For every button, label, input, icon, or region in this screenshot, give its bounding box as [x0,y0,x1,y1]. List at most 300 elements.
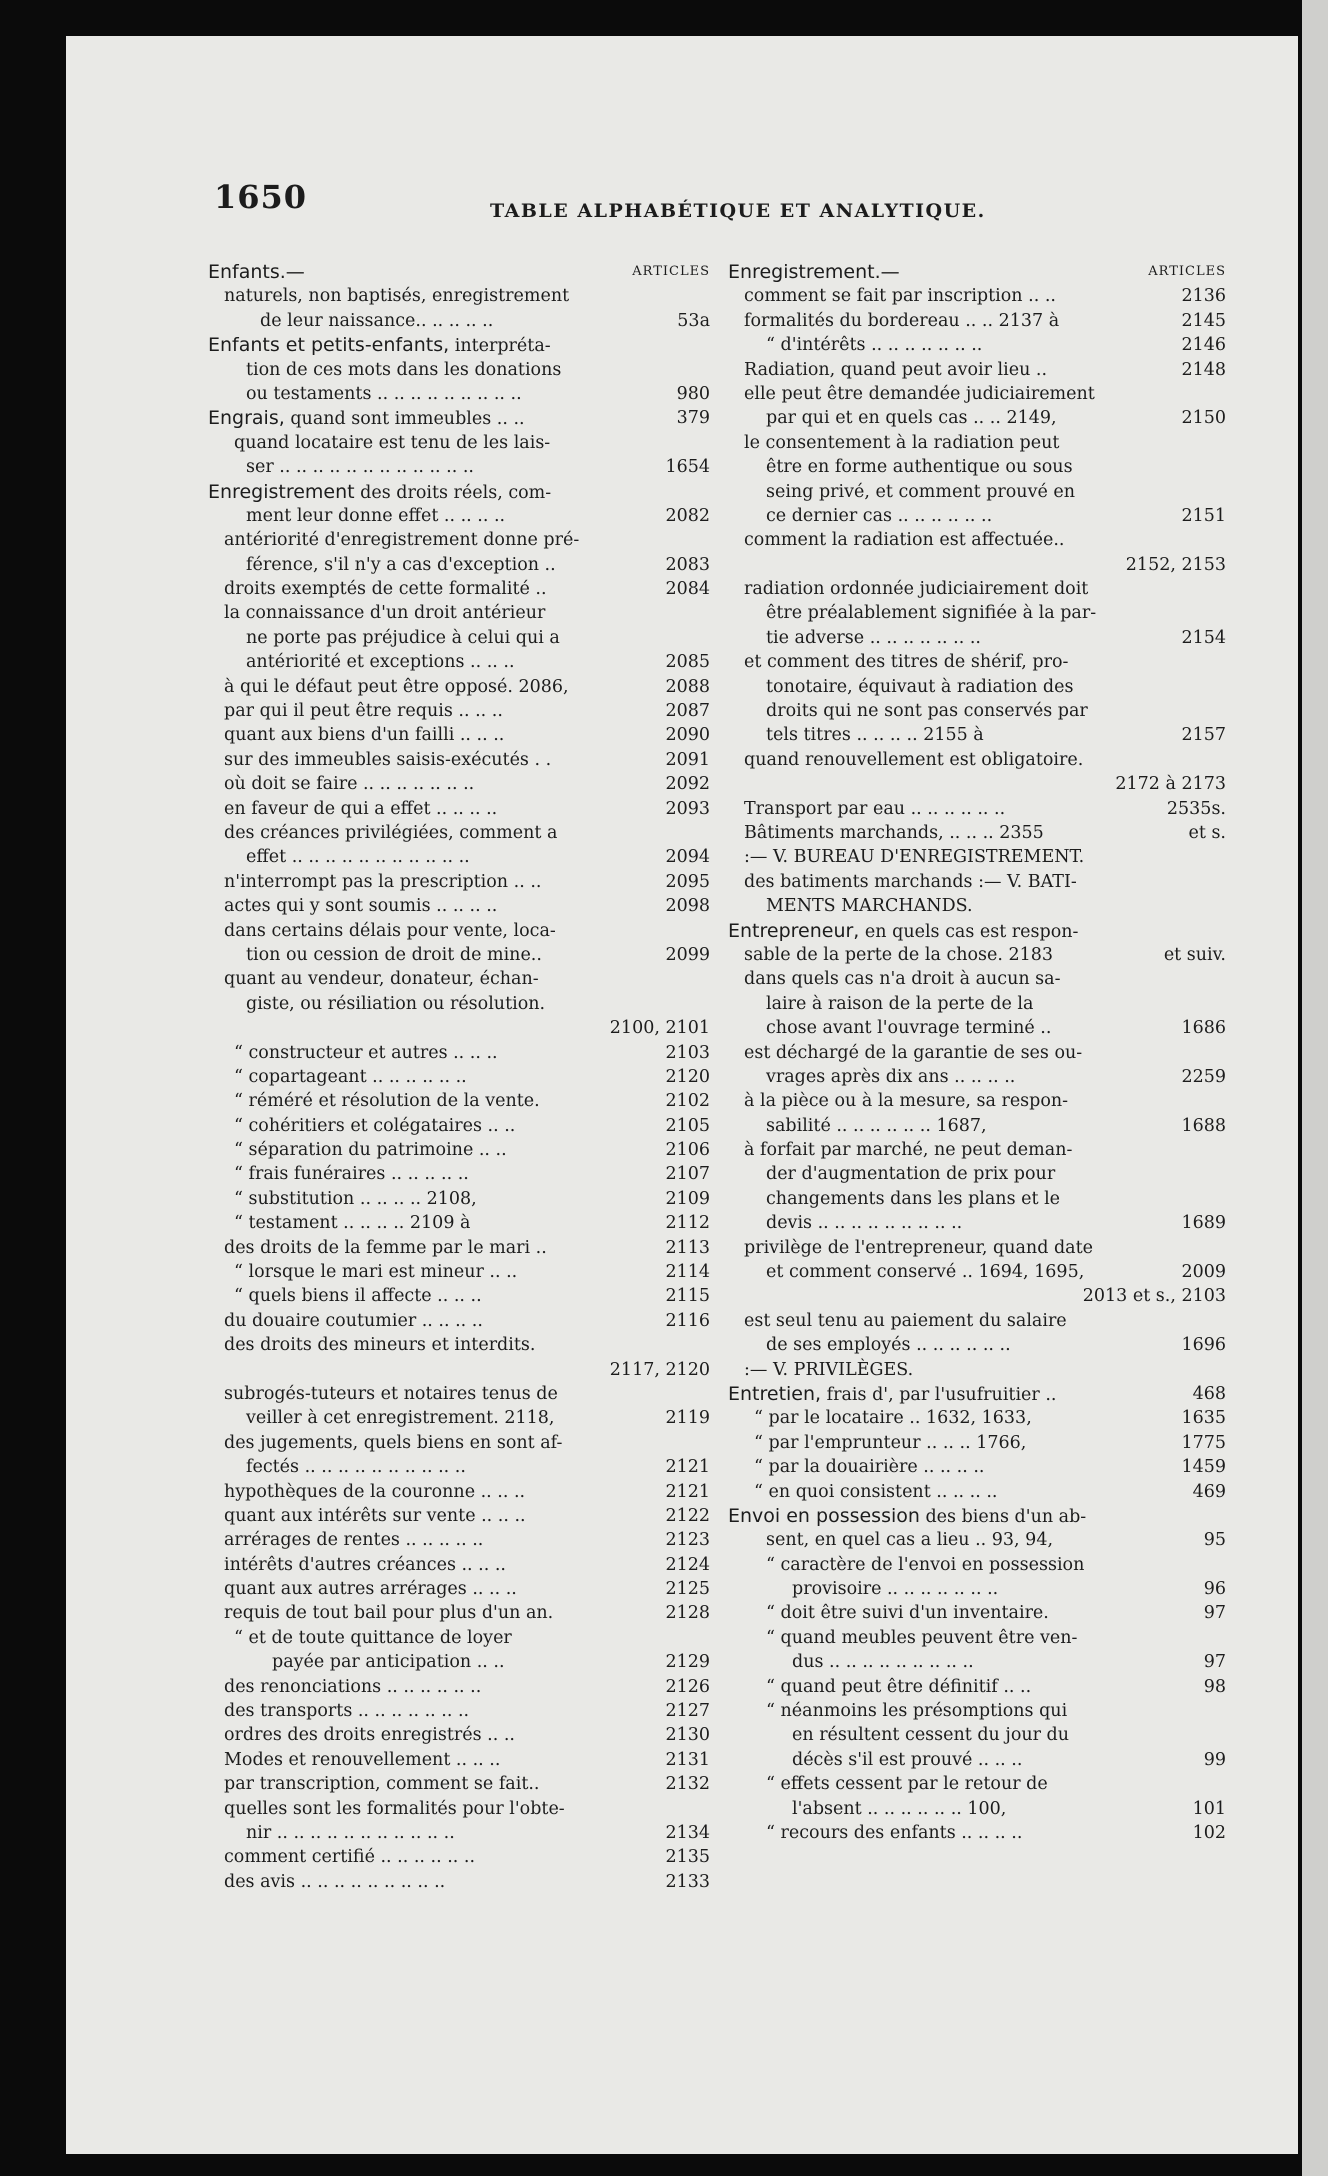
article-number: 2107 [665,1164,710,1185]
entry-text: fectés .. .. .. .. .. .. .. .. .. .. [246,1457,466,1478]
entry-text: laire à raison de la perte de la [766,993,1034,1014]
index-entry-line [728,1358,1226,1382]
index-entry-line [208,772,710,796]
article-number: 101 [1192,1798,1226,1819]
entry-text: provisoire .. .. .. .. .. .. .. [792,1579,999,1600]
index-entry-line [728,480,1226,504]
index-entry-line [728,821,1226,845]
article-number: 468 [1192,1383,1226,1404]
index-heading-line [208,333,710,357]
entry-text: ou testaments .. .. .. .. .. .. .. .. .. [246,383,522,404]
index-entry-line [208,284,710,308]
entry-text: comment la radiation est affectuée.. [744,530,1065,551]
entry-text: “ par le locataire .. 1632, 1633, [754,1408,1032,1429]
index-entry-line [728,870,1226,894]
entry-text: droits exemptés de cette formalité .. [224,579,547,600]
article-number: 469 [1192,1481,1226,1502]
entry-text: des droits des mineurs et interdits. [224,1335,536,1356]
entry-text: Transport par eau .. .. .. .. .. .. [744,798,1006,819]
article-number: 2146 [1181,335,1226,356]
entry-text: en résultent cessent du jour du [792,1725,1070,1746]
article-number: 2099 [665,944,710,965]
entry-text: la connaissance d'un droit antérieur [224,603,546,624]
entry-text: ordres des droits enregistrés .. .. [224,1725,515,1746]
article-number: 1775 [1181,1432,1226,1453]
entry-text: n'interrompt pas la prescription .. .. [224,871,542,892]
index-entry-line [208,577,710,601]
entry-text: dus .. .. .. .. .. .. .. .. .. [792,1652,974,1673]
index-entry-line [728,626,1226,650]
index-entry-line [208,1650,710,1674]
article-number: 2085 [665,652,710,673]
index-entry-line [728,1455,1226,1479]
entry-text: “ néanmoins les présomptions qui [766,1701,1068,1722]
article-number: et s. [1188,822,1226,843]
entry-text: intérêts d'autres créances .. .. .. [224,1554,506,1575]
index-entry-line [208,504,710,528]
entry-text: Entrepreneur, en quels cas est respon- [728,919,1079,942]
entry-text: droits qui ne sont pas conservés par [766,701,1088,722]
entry-text: de ses employés .. .. .. .. .. .. [766,1335,1011,1356]
entry-text: à la pièce ou à la mesure, sa respon- [744,1091,1069,1112]
article-number: 2124 [665,1554,710,1575]
index-entry-line [208,1041,710,1065]
index-entry-line [208,748,710,772]
entry-text: “ en quoi consistent .. .. .. .. [754,1481,998,1502]
index-entry-line [728,1675,1226,1699]
article-number: 2088 [665,676,710,697]
entry-text: des avis .. .. .. .. .. .. .. .. .. [224,1871,446,1892]
index-entry-line [208,967,710,991]
index-heading-line [728,1382,1226,1406]
index-entry-line [208,870,710,894]
entry-text: changements dans les plans et le [766,1188,1061,1209]
entry-text: des batiments marchands :— V. BATI- [744,871,1077,892]
article-number: 1696 [1181,1335,1226,1356]
article-number: 2094 [665,847,710,868]
entry-text: des jugements, quels biens en sont af- [224,1432,563,1453]
index-entry-line [728,1723,1226,1747]
entry-text: par transcription, comment se fait.. [224,1774,540,1795]
entry-text: des transports .. .. .. .. .. .. .. [224,1701,470,1722]
entry-text: quant aux autres arrérages .. .. .. [224,1579,517,1600]
entry-text: hypothèques de la couronne .. .. .. [224,1481,526,1502]
index-entry-line [208,1309,710,1333]
entry-text: formalités du bordereau .. .. 2137 à [744,310,1060,331]
index-entry-line [728,1772,1226,1796]
index-entry-line [728,772,1226,796]
entry-text: ment leur donne effet .. .. .. .. [246,505,506,526]
article-number: 2150 [1181,408,1226,429]
index-entry-line [208,1431,710,1455]
article-number: 2152, 2153 [1125,554,1226,575]
index-entry-line [208,1236,710,1260]
index-entry-line [208,1528,710,1552]
entry-text: effet .. .. .. .. .. .. .. .. .. .. .. [246,847,470,868]
index-entry-line [208,1577,710,1601]
entry-heading: Entrepreneur, [728,919,860,942]
article-number: 379 [676,408,710,429]
index-entry-line [728,1601,1226,1625]
entry-text: “ effets cessent par le retour de [766,1774,1048,1795]
article-number: 2535s. [1166,798,1226,819]
entry-text: der d'augmentation de prix pour [766,1164,1056,1185]
index-entry-line [728,406,1226,430]
article-number: 2121 [665,1481,710,1502]
entry-text: privilège de l'entrepreneur, quand date [744,1237,1093,1258]
index-entry-line [208,1504,710,1528]
article-number: 2115 [665,1286,710,1307]
index-entry-line [728,723,1226,747]
index-entry-line [208,1114,710,1138]
index-entry-line [728,504,1226,528]
article-number: 2151 [1181,505,1226,526]
article-number: 2133 [665,1871,710,1892]
index-entry-line [728,455,1226,479]
entry-text: l'absent .. .. .. .. .. .. 100, [792,1798,1007,1819]
index-entry-line [728,309,1226,333]
article-number: 980 [676,383,710,404]
entry-text: “ testament .. .. .. .. 2109 à [234,1213,471,1234]
article-number: 2121 [665,1457,710,1478]
article-number: 2113 [665,1237,710,1258]
index-entry-line [208,528,710,552]
index-entry-line [208,1723,710,1747]
article-number: 2109 [665,1188,710,1209]
index-heading-line [728,260,1226,284]
entry-text: vrages après dix ans .. .. .. .. [766,1066,1016,1087]
entry-text: Enfants et petits-enfants, interpréta- [208,334,551,357]
index-entry-line [728,382,1226,406]
index-entry-line [208,601,710,625]
index-entry-line [728,1699,1226,1723]
entry-text: à qui le défaut peut être opposé. 2086, [224,676,569,697]
index-entry-line [208,943,710,967]
index-entry-line [208,1138,710,1162]
index-entry-line [208,1821,710,1845]
entry-text: “ copartageant .. .. .. .. .. .. [234,1066,467,1087]
entry-text: sur des immeubles saisis-exécutés . . [224,749,552,770]
entry-text: Engrais, quand sont immeubles .. .. [208,407,525,430]
entry-text: en faveur de qui a effet .. .. .. .. [224,798,498,819]
entry-text: tels titres .. .. .. .. 2155 à [766,725,984,746]
article-number: 1689 [1181,1213,1226,1234]
entry-text: “ lorsque le mari est mineur .. .. [234,1262,518,1283]
entry-text: de leur naissance.. .. .. .. .. [260,310,494,331]
index-entry-line [728,1211,1226,1235]
index-entry-line [208,919,710,943]
entry-text: des créances privilégiées, comment a [224,822,558,843]
article-number: 1688 [1181,1115,1226,1136]
entry-text: tion de ces mots dans les donations [246,359,562,380]
article-number: 2082 [665,505,710,526]
entry-text: tion ou cession de droit de mine.. [246,944,542,965]
article-number: 2095 [665,871,710,892]
index-entry-line [728,284,1226,308]
entry-text: “ frais funéraires .. .. .. .. .. [234,1164,469,1185]
index-entry-line [208,626,710,650]
article-number: 2087 [665,701,710,722]
article-number: 2009 [1181,1262,1226,1283]
article-number: 2013 et s., 2103 [1082,1286,1226,1307]
page-title: TABLE ALPHABÉTIQUE ET ANALYTIQUE. [490,200,986,222]
index-entry-line [728,797,1226,821]
entry-text: Modes et renouvellement .. .. .. [224,1749,501,1770]
entry-text: actes qui y sont soumis .. .. .. .. [224,896,498,917]
article-number: 1654 [665,457,710,478]
article-number: 2122 [665,1505,710,1526]
article-number: 2157 [1181,725,1226,746]
article-number: 2084 [665,579,710,600]
article-number: 2106 [665,1140,710,1161]
index-entry-line [208,821,710,845]
index-entry-line [728,333,1226,357]
index-entry-line [728,1748,1226,1772]
index-entry-line [728,992,1226,1016]
index-entry-line [208,1065,710,1089]
index-heading-line [208,260,710,284]
entry-text: ser .. .. .. .. .. .. .. .. .. .. .. .. [246,457,474,478]
entry-text: du douaire coutumier .. .. .. .. [224,1310,483,1331]
index-entry-line [208,723,710,747]
index-entry-line [728,1065,1226,1089]
article-number: 2098 [665,896,710,917]
entry-text: ce dernier cas .. .. .. .. .. .. [766,505,993,526]
entry-text: Envoi en possession des biens d'un ab- [728,1504,1087,1527]
entry-text: comment certifié .. .. .. .. .. .. [224,1847,476,1868]
index-entry-line [208,1675,710,1699]
article-number: 2154 [1181,627,1226,648]
entry-text [208,260,305,285]
index-entry-line [728,528,1226,552]
article-number: 96 [1203,1579,1226,1600]
articles-header: ARTICLES [632,264,710,279]
entry-text: requis de tout bail pour plus d'un an. [224,1603,554,1624]
index-entry-line [208,992,710,1016]
index-entry-line [208,1211,710,1235]
entry-heading: Enregistrement.— [728,261,900,283]
entry-text: quand renouvellement est obligatoire. [744,749,1084,770]
article-number: et suiv. [1163,944,1226,965]
entry-text: être en forme authentique ou sous [766,457,1073,478]
article-number: 2102 [665,1091,710,1112]
entry-text: veiller à cet enregistrement. 2118, [246,1408,555,1429]
entry-text: des droits de la femme par le mari .. [224,1237,547,1258]
entry-text: Enregistrement des droits réels, com- [208,480,552,503]
index-entry-line [728,894,1226,918]
entry-heading: Entretien, [728,1382,822,1405]
entry-heading: Enfants et petits-enfants, [208,334,450,357]
article-number: 2090 [665,725,710,746]
entry-text: décès s'il est prouvé .. .. .. [792,1749,1023,1770]
index-entry-line [208,1016,710,1040]
index-entry-line [208,1089,710,1113]
index-entry-line [208,1260,710,1284]
article-number: 97 [1203,1603,1226,1624]
entry-text: “ substitution .. .. .. .. 2108, [234,1188,477,1209]
entry-text: antériorité et exceptions .. .. .. [246,652,515,673]
index-entry-line [208,309,710,333]
article-number: 2135 [665,1847,710,1868]
index-entry-line [208,455,710,479]
entry-text: “ cohéritiers et colégataires .. .. [234,1115,516,1136]
entry-text: être préalablement signifiée à la par- [766,603,1097,624]
index-entry-line [208,1626,710,1650]
index-entry-line [728,1284,1226,1308]
entry-text: où doit se faire .. .. .. .. .. .. .. [224,774,475,795]
entry-text: “ et de toute quittance de loyer [234,1627,512,1648]
index-entry-line [208,1601,710,1625]
index-entry-line [728,1187,1226,1211]
left-column [208,260,710,1894]
article-number: 2128 [665,1603,710,1624]
article-number: 2129 [665,1652,710,1673]
index-entry-line [208,1748,710,1772]
entry-text: Entretien, frais d', par l'usufruitier .. [728,1382,1057,1405]
article-number: 95 [1203,1530,1226,1551]
index-entry-line [208,1797,710,1821]
article-number: 2125 [665,1579,710,1600]
entry-text: est seul tenu au paiement du salaire [744,1310,1067,1331]
index-entry-line [208,358,710,382]
index-entry-line [728,1577,1226,1601]
article-number: 2103 [665,1042,710,1063]
entry-text: radiation ordonnée judiciairement doit [744,579,1089,600]
entry-text: par qui il peut être requis .. .. .. [224,701,503,722]
entry-text: payée par anticipation .. .. [272,1652,505,1673]
index-entry-line [728,845,1226,869]
entry-text: comment se fait par inscription .. .. [744,286,1056,307]
entry-text: dans certains délais pour vente, loca- [224,920,556,941]
index-entry-line [728,1626,1226,1650]
entry-text [728,260,900,285]
index-entry-line [208,797,710,821]
entry-text: tie adverse .. .. .. .. .. .. .. [766,627,981,648]
right-column [728,260,1226,1845]
entry-text: giste, ou résiliation ou résolution. [246,993,546,1014]
entry-text: Radiation, quand peut avoir lieu .. [744,359,1048,380]
entry-text: “ par la douairière .. .. .. .. [754,1457,985,1478]
article-number: 2091 [665,749,710,770]
index-entry-line [208,1699,710,1723]
index-entry-line [728,699,1226,723]
index-entry-line [728,967,1226,991]
entry-text: “ réméré et résolution de la vente. [234,1091,540,1112]
index-entry-line [728,675,1226,699]
article-number: 2114 [665,1262,710,1283]
index-entry-line [208,1382,710,1406]
entry-text: devis .. .. .. .. .. .. .. .. .. [766,1213,963,1234]
article-number: 2117, 2120 [609,1359,710,1380]
index-entry-line [728,748,1226,772]
entry-text: et comment des titres de shérif, pro- [744,652,1069,673]
entry-text: tonotaire, équivaut à radiation des [766,676,1074,697]
entry-text: à forfait par marché, ne peut deman- [744,1140,1073,1161]
entry-text: ne porte pas préjudice à celui qui a [246,627,560,648]
entry-text: quant aux intérêts sur vente .. .. .. [224,1505,526,1526]
index-entry-line [208,1284,710,1308]
article-number: 2130 [665,1725,710,1746]
entry-text: “ d'intérêts .. .. .. .. .. .. .. [766,335,983,356]
entry-text: MENTS MARCHANDS. [766,896,973,917]
index-entry-line [728,1309,1226,1333]
entry-text: et comment conservé .. 1694, 1695, [766,1262,1085,1283]
entry-text: quand locataire est tenu de les lais- [234,432,551,453]
entry-text: “ séparation du patrimoine .. .. [234,1140,507,1161]
index-entry-line [728,1480,1226,1504]
entry-text: par qui et en quels cas .. .. 2149, [766,408,1057,429]
article-number: 98 [1203,1676,1226,1697]
index-entry-line [728,1553,1226,1577]
index-entry-line [208,1333,710,1357]
entry-text: “ caractère de l'envoi en possession [766,1554,1085,1575]
index-entry-line [208,699,710,723]
article-number: 97 [1203,1652,1226,1673]
article-number: 2259 [1181,1066,1226,1087]
entry-text: naturels, non baptisés, enregistrement [224,286,570,307]
entry-text: elle peut être demandée judiciairement [744,383,1095,404]
index-entry-line [208,1553,710,1577]
index-entry-line [728,1431,1226,1455]
index-entry-line [728,1528,1226,1552]
entry-text: “ constructeur et autres .. .. .. [234,1042,498,1063]
index-entry-line [728,1114,1226,1138]
entry-heading: Envoi en possession [728,1504,920,1527]
index-heading-line [208,406,710,430]
index-entry-line [208,1772,710,1796]
article-number: 99 [1203,1749,1226,1770]
article-number: 2092 [665,774,710,795]
article-number: 2134 [665,1823,710,1843]
entry-text: dans quels cas n'a droit à aucun sa- [744,969,1061,990]
entry-heading: Enfants.— [208,261,305,283]
article-number: 2127 [665,1701,710,1722]
entry-text: est déchargé de la garantie de ses ou- [744,1042,1083,1063]
index-entry-line [728,358,1226,382]
index-entry-line [728,1089,1226,1113]
entry-text: le consentement à la radiation peut [744,432,1060,453]
index-entry-line [728,1650,1226,1674]
index-entry-line [728,1016,1226,1040]
index-heading-line [208,480,710,504]
index-entry-line [728,1406,1226,1430]
entry-text: “ quand meubles peuvent être ven- [766,1627,1078,1648]
index-heading-line [728,919,1226,943]
entry-text: arrérages de rentes .. .. .. .. .. [224,1530,484,1551]
facing-page-edge [1302,0,1328,2176]
index-entry-line [728,650,1226,674]
entry-text: quant aux biens d'un failli .. .. .. [224,725,505,746]
entry-text: “ par l'emprunteur .. .. .. 1766, [754,1432,1027,1453]
article-number: 2126 [665,1676,710,1697]
index-entry-line [728,431,1226,455]
article-number: 2123 [665,1530,710,1551]
article-number: 2148 [1181,359,1226,380]
index-heading-line [728,1504,1226,1528]
index-entry-line [728,943,1226,967]
entry-text: sable de la perte de la chose. 2183 [744,944,1054,965]
article-number: 2119 [665,1408,710,1429]
article-number: 1686 [1181,1018,1226,1039]
index-entry-line [728,1821,1226,1845]
article-number: 2172 à 2173 [1115,774,1226,795]
entry-text: subrogés-tuteurs et notaires tenus de [224,1383,558,1404]
entry-text: “ doit être suivi d'un inventaire. [766,1603,1049,1624]
entry-text: quelles sont les formalités pour l'obte- [224,1798,565,1819]
article-number: 2112 [665,1213,710,1234]
entry-text: “ quels biens il affecte .. .. .. [234,1286,482,1307]
index-entry-line [208,845,710,869]
